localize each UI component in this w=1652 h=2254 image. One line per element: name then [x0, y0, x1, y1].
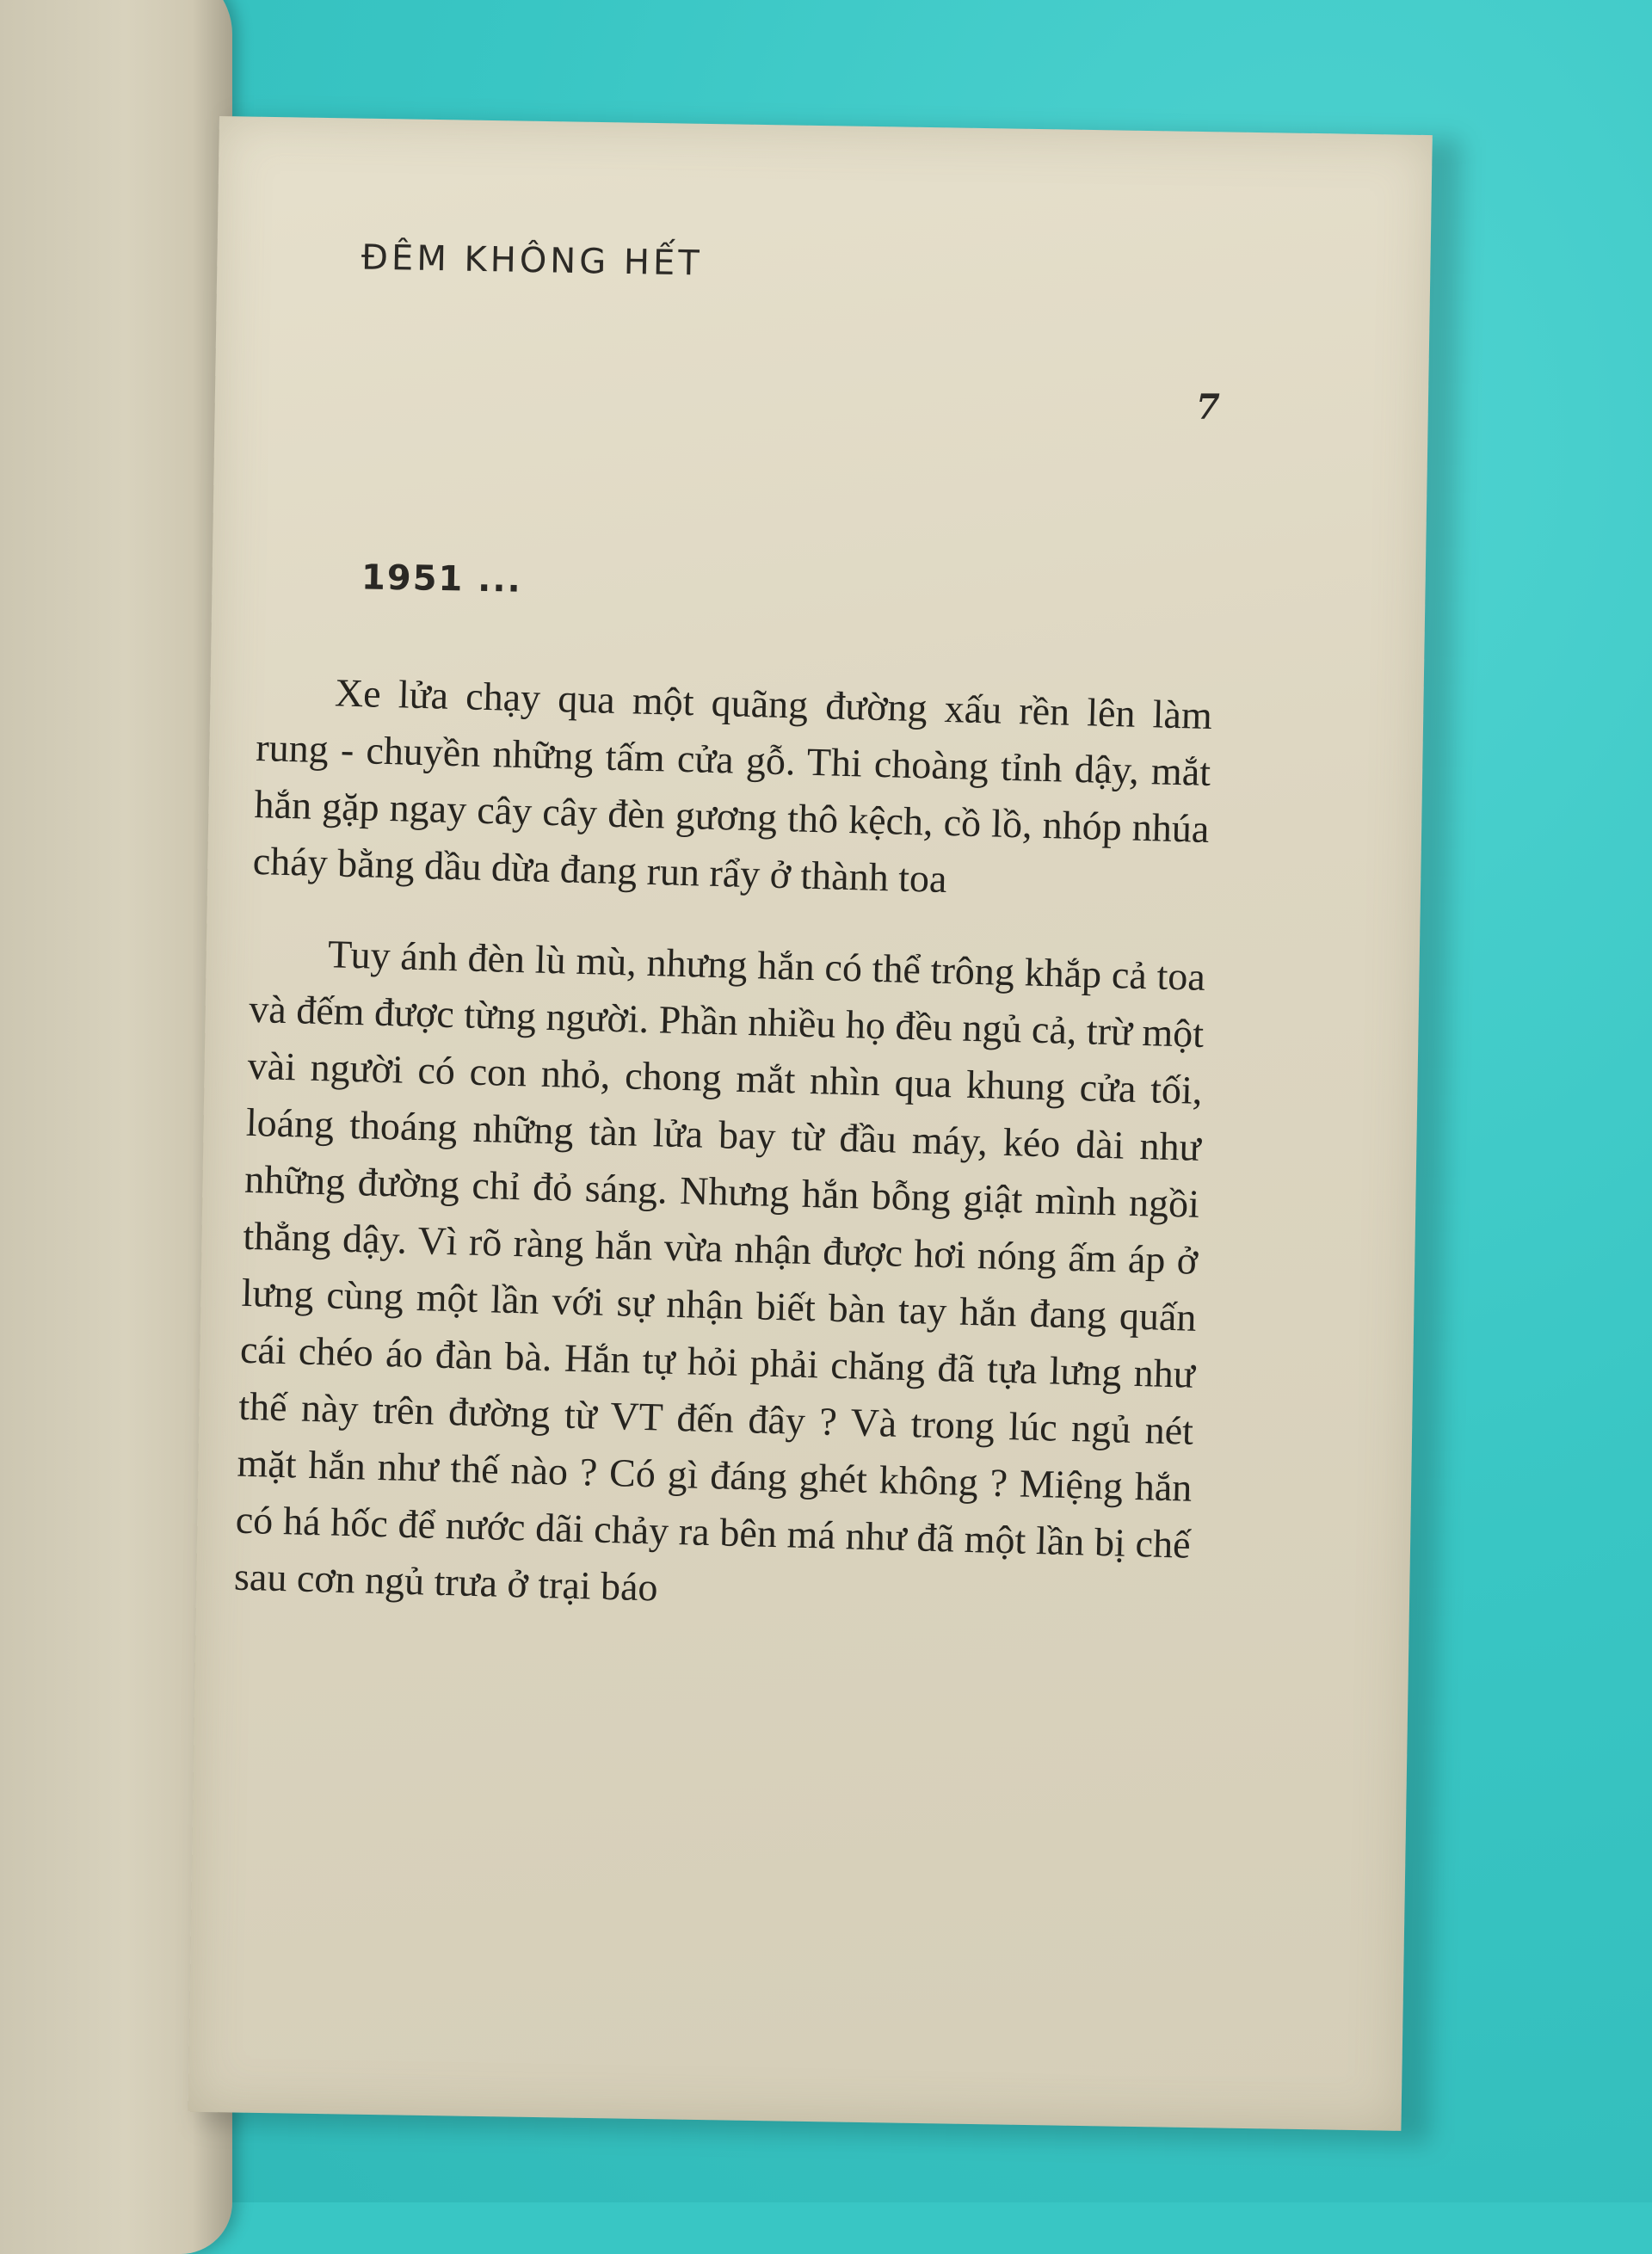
page-number: 7	[1196, 387, 1220, 428]
paragraph-1: Xe lửa chạy qua một quãng đường xấu rền lên làm rung - chuyền những tấm cửa gỗ. Thi choàng tỉnh dậy, mắt hắn gặp ngay cây cây đèn gương thô kệch, cồ lồ, nhóp nhúa cháy bằng dầu dừa đang run rẩy ở thành toa	[252, 670, 1213, 902]
body-text	[232, 662, 1212, 1665]
running-head: ĐÊM KHÔNG HẾT	[361, 237, 704, 284]
section-heading: 1951 ...	[361, 557, 523, 600]
paragraph-2: Tuy ánh đèn lù mù, nhưng hắn có thể trông khắp cả toa và đếm được từng người. Phần nhiều họ đều ngủ cả, trừ một vài người có con nhỏ, chong mắt nhìn qua khung cửa tối, loáng thoáng những tàn lửa bay từ đầu máy, kéo dài như những đường chỉ đỏ sáng. Nhưng hắn bỗng giật mình ngồi thẳng dậy. Vì rõ ràng hắn vừa nhận được hơi nóng ấm áp ở lưng cùng một lần với sự nhận biết bàn tay hắn đang quấn cái chéo áo đàn bà. Hắn tự hỏi phải chăng đã tựa lưng như thế này trên đường từ VT đến đây ? Và trong lúc ngủ nét mặt hắn như thế nào ? Có gì đáng ghét không ? Miệng hắn có há hốc để nước dãi chảy ra bên má như đã một lần bị chế sau cơn ngủ trưa ở trại báo	[233, 932, 1206, 1610]
